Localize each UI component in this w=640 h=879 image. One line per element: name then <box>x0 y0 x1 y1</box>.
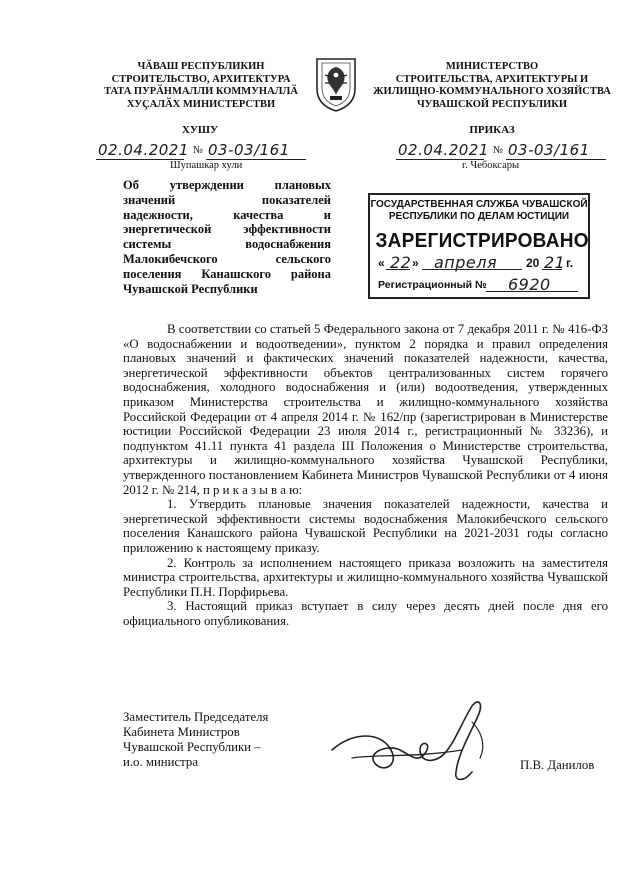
body-paragraph: В соответствии со статьей 5 Федерального закона от 7 декабря 2011 г. № 416-ФЗ «О водоснабжении и водоотведении», пунктом 2 порядка и правил определения плановых значений и фактических значений показателей надежности, качества, энергетической эффективности объектов централизованных систем горячего водоснабжения, холодного водоснабжения и (или) водоотведения, утвержденных приказом Министерства строительства и жилищно-коммунального хозяйства Российской Федерации от 4 апреля 2014 г. № 162/пр (зарегистрирован в Министерстве юстиции Российской Федерации 23 июля 2014 г., регистрационный № 33236), и подпунктом 41.11 пункта 41 раздела III Положения о Министерстве строительства, архитектуры и жилищно-коммунального хозяйства Чувашской Республики, утвержденного постановлением Кабинета Министров Чувашской Республики от 4 июня 2012 г. № 214, п р и к а з ы в а ю: <box>123 322 608 497</box>
title-line: Об утверждении плановых <box>123 178 331 192</box>
title-line: Малокибечского сельского <box>123 251 331 266</box>
place-left: Шупашкар хули <box>170 160 243 171</box>
header-right-line: ЧУВАШСКОЙ РЕСПУБЛИКИ <box>416 98 568 110</box>
stamp-year: 21 <box>544 253 566 272</box>
stamp-month-underline <box>422 269 522 270</box>
stamp-day: 22 <box>390 253 412 272</box>
stamp-org-line: РЕСПУБЛИКИ ПО ДЕЛАМ ЮСТИЦИИ <box>388 211 570 222</box>
stamp-year-unit: г. <box>566 256 574 270</box>
position-line: и.о. министра <box>123 755 198 769</box>
stamp-org-line: ГОСУДАРСТВЕННАЯ СЛУЖБА ЧУВАШСКОЙ <box>370 199 588 210</box>
number-prefix: № <box>193 145 204 156</box>
stamp-year-underline <box>542 269 562 270</box>
coat-of-arms-icon <box>313 55 359 113</box>
position-line: Чувашской Республики – <box>123 740 261 754</box>
handwritten-number: 03-03/161 <box>508 141 590 159</box>
stamp-day-underline <box>386 269 410 270</box>
handwritten-date: 02.04.2021 <box>98 141 189 159</box>
title-line: значений показателей <box>123 192 331 207</box>
header-right-line: ЖИЛИЩНО-КОММУНАЛЬНОГО ХОЗЯЙСТВА <box>373 86 611 97</box>
header-right-line: МИНИСТЕРСТВО <box>445 61 539 72</box>
header-left-line: СТРОИТЕЛЬСТВО, АРХИТЕКТУРА <box>111 73 291 85</box>
stamp-year-prefix: 20 <box>526 256 540 270</box>
stamp-reg-number: 6920 <box>508 275 551 294</box>
header-left <box>88 61 314 111</box>
stamp-registration <box>378 277 582 295</box>
registration-stamp <box>368 193 590 299</box>
document-body <box>123 322 608 628</box>
body-paragraph: 2. Контроль за исполнением настоящего приказа возложить на заместителя министра строительства, архитектуры и жилищно-коммунального хозяйства Чувашской Республики П.Н. Порфирьева. <box>123 555 608 599</box>
stamp-status: ЗАРЕГИСТРИРОВАНО <box>375 230 589 252</box>
header-left-line: ТАТА ПУРӐНМАЛЛИ КОММУНАЛЛӐ <box>104 86 298 97</box>
number-prefix: № <box>493 145 504 156</box>
header-right <box>370 61 614 111</box>
title-line: надежности, качества и <box>123 207 331 222</box>
signatory-name: П.В. Данилов <box>520 758 595 772</box>
handwritten-date: 02.04.2021 <box>398 141 489 159</box>
handwritten-signature <box>322 692 522 792</box>
stamp-reg-label: Регистрационный № <box>378 279 487 291</box>
body-paragraph: 3. Настоящий приказ вступает в силу через десять дней после дня его официального опубликования. <box>123 599 608 628</box>
handwritten-number: 03-03/161 <box>208 141 290 159</box>
stamp-day-quote-open: « <box>378 256 385 270</box>
stamp-day-quote-close: » <box>412 256 419 270</box>
header-left-line: ЧӐВАШ РЕСПУБЛИКИН <box>137 61 265 72</box>
body-paragraph: 1. Утвердить плановые значения показателей надежности, качества и энергетической эффективности системы водоснабжения Малокибечского сельского поселения Канашского района Чувашской Республики на 2021-2031 годы согласно приложению к настоящему приказу. <box>123 497 608 555</box>
position-line: Заместитель Председателя <box>123 710 269 724</box>
title-line: системы водоснабжения <box>123 237 331 252</box>
doc-type-right: ПРИКАЗ <box>469 124 515 136</box>
title-line: энергетической эффективности <box>123 222 331 237</box>
header-left-line: ХУҪАЛӐХ МИНИСТЕРСТВИ <box>126 98 276 110</box>
stamp-reg-underline <box>486 291 578 292</box>
header-right-line: СТРОИТЕЛЬСТВА, АРХИТЕКТУРЫ И <box>395 73 589 85</box>
place-right: г. Чебоксары <box>462 160 520 171</box>
doc-type-left: ХУШУ <box>181 124 219 136</box>
position-line: Кабинета Министров <box>123 725 240 739</box>
number-underline <box>506 159 606 160</box>
document-title <box>123 178 331 296</box>
title-line: Чувашской Республики <box>123 281 258 296</box>
signatory-position <box>123 710 323 770</box>
stamp-date <box>378 253 582 273</box>
title-line: поселения Канашского района <box>123 266 331 281</box>
stamp-month: апреля <box>434 253 498 272</box>
